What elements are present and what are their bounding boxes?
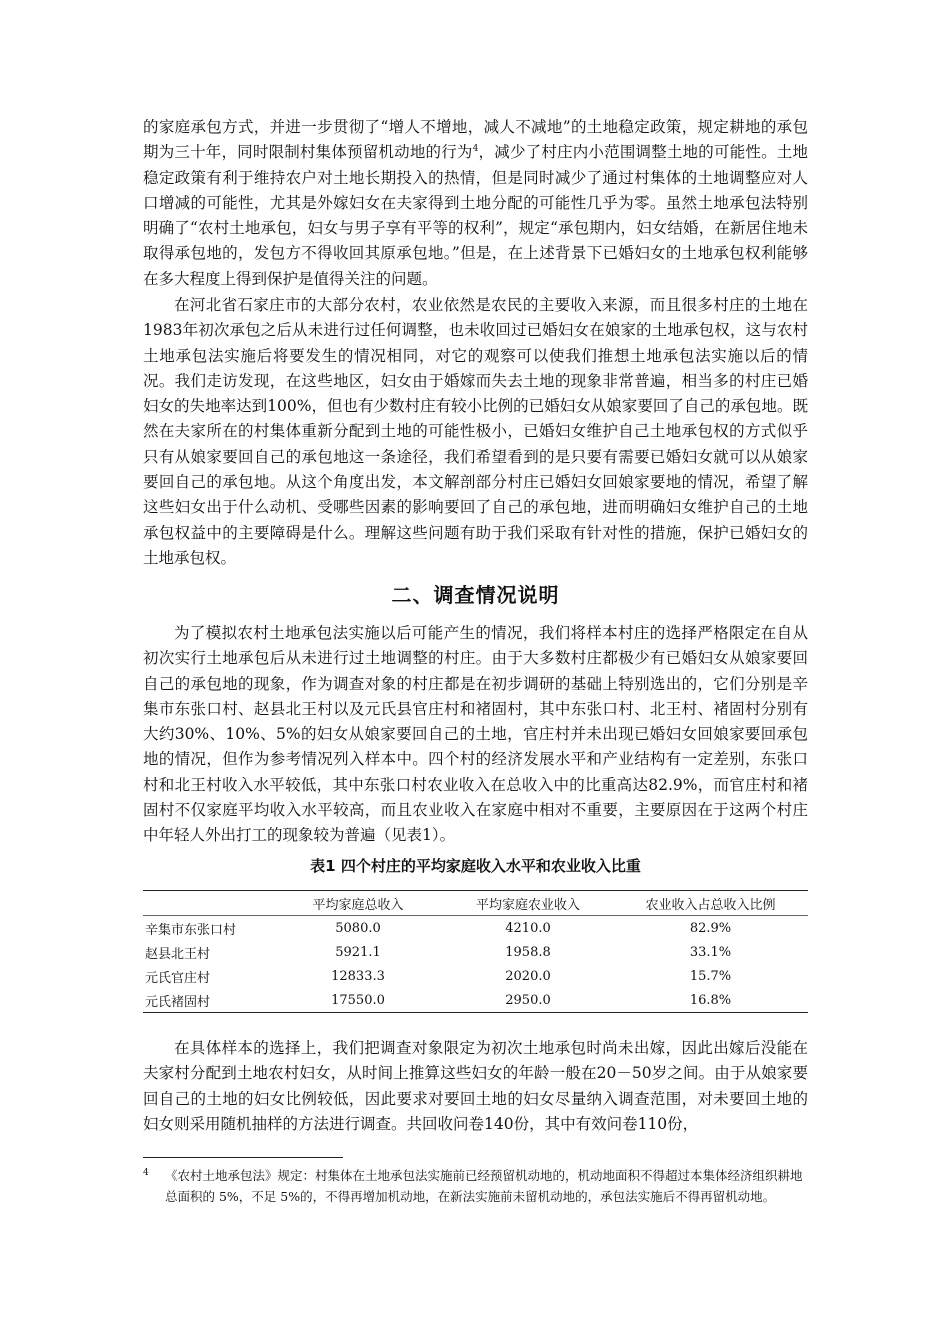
income-table bbox=[143, 890, 808, 1013]
table-cell-village: 元氏官庄村 bbox=[145, 970, 211, 986]
table-cell: 5080.0 bbox=[335, 920, 381, 936]
footnote-divider bbox=[143, 1157, 343, 1158]
table-cell: 2020.0 bbox=[505, 968, 551, 984]
paragraph-text: ，减少了村庄内小范围调整土地的可能性。土地稳定政策有利于维持农户对土地长期投入的热情，但是同时减少了通过村集体的土地调整应对人口增减的可能性，尤其是外嫁妇女在夫家得到土地分配的可能性几乎为零。虽然土地承包法特别明确了“农村土地承包，妇女与男子享有平等的权利”，规定“承包期内，妇女结婚，在新居住地未取得承包地的，发包方不得收回其原承包地。”但是，在上述背景下已婚妇女的土地承包权利能够在多大程度上得到保护是值得关注的问题。 bbox=[143, 143, 808, 288]
paragraph-land-policy bbox=[143, 115, 808, 292]
section-heading: 二、调查情况说明 bbox=[391, 583, 560, 607]
paragraph-survey-sample bbox=[143, 621, 808, 849]
table-cell-village: 赵县北王村 bbox=[145, 946, 211, 962]
table-cell: 1958.8 bbox=[505, 944, 551, 960]
paragraph-text: 的家庭承包方式，并进一步贯彻了“增人不增地，减人不减地”的土地稳定政策，规定耕地的承包期为三十年，同时限制村集体预留机动地的行为 bbox=[143, 118, 808, 162]
table-row bbox=[143, 940, 808, 964]
paragraph-sample-selection bbox=[143, 1036, 808, 1137]
paragraph-text: 在具体样本的选择上，我们把调查对象限定为初次土地承包时尚未出嫁，因此出嫁后没能在夫家村分配到土地农村妇女，从时间上推算这些妇女的年龄一般在20－50岁之间。由于从娘家要回自己的土地的妇女比例较低，因此要求对要回土地的妇女尽量纳入调查范围，对未要回土地的妇女则采用随机抽样的方法进行调查。共回收问卷140份，其中有效问卷110份， bbox=[143, 1039, 808, 1133]
table-caption: 表1 四个村庄的平均家庭收入水平和农业收入比重 bbox=[310, 857, 641, 875]
table-cell-village: 辛集市东张口村 bbox=[145, 922, 237, 938]
table-cell: 15.7% bbox=[689, 968, 732, 984]
table-cell: 16.8% bbox=[689, 992, 732, 1008]
table-cell: 5921.1 bbox=[335, 944, 381, 960]
table-cell: 12833.3 bbox=[331, 968, 385, 984]
table-header-row bbox=[143, 891, 808, 916]
table-cell-village: 元氏褚固村 bbox=[145, 994, 211, 1010]
paragraph-text: 为了模拟农村土地承包法实施以后可能产生的情况，我们将样本村庄的选择严格限定在自从初次实行土地承包后从未进行过土地调整的村庄。由于大多数村庄都极少有已婚妇女从娘家要回自己的承包地的现象，作为调查对象的村庄都是在初步调研的基础上特别选出的，它们分别是辛集市东张口村、赵县北王村以及元氏县官庄村和褚固村，其中东张口村、北王村、褚固村分别有大约30%、10%、5%的妇女从娘家要回自己的土地，官庄村并未出现已婚妇女回娘家要回承包地的情况，但作为参考情况列入样本中。四个村的经济发展水平和产业结构有一定差别，东张口村和北王村收入水平较低，其中东张口村农业收入在总收入中的比重高达82.9%，而官庄村和褚固村不仅家庭平均收入水平较高，而且农业收入在家庭中相对不重要，主要原因在于这两个村庄中年轻人外出打工的现象较为普遍（见表1）。 bbox=[143, 624, 808, 845]
table-cell: 17550.0 bbox=[331, 992, 385, 1008]
paragraph-hebei-villages bbox=[143, 293, 808, 571]
table-header-cell bbox=[143, 891, 273, 916]
table-header-cell: 平均家庭总收入 bbox=[312, 897, 404, 913]
footnote-mark: 4 bbox=[143, 1168, 149, 1178]
footnote bbox=[143, 1165, 808, 1207]
table-cell: 33.1% bbox=[689, 944, 732, 960]
table-cell: 4210.0 bbox=[505, 920, 551, 936]
table-row bbox=[143, 964, 808, 988]
table-cell: 2950.0 bbox=[505, 992, 551, 1008]
paragraph-text: 在河北省石家庄市的大部分农村，农业依然是农民的主要收入来源，而且很多村庄的土地在1983年初次承包之后从未进行过任何调整，也未收回过已婚妇女在娘家的土地承包权，这与农村土地承包法实施后将要发生的情况相同，对它的观察可以使我们推想土地承包法实施以后的情况。我们走访发现，在这些地区，妇女由于婚嫁而失去土地的现象非常普遍，相当多的村庄已婚妇女的失地率达到100%，但也有少数村庄有较小比例的已婚妇女从娘家要回了自己的承包地。既然在夫家所在的村集体重新分配到土地的可能性极小，已婚妇女维护自己土地承包权的方式似乎只有从娘家要回自己的承包地这一条途径，我们希望看到的是只要有需要已婚妇女就可以从娘家要回自己的承包地。从这个角度出发，本文解剖部分村庄已婚妇女回娘家要地的情况，希望了解这些妇女出于什么动机、受哪些因素的影响要回了自己的承包地，进而明确妇女维护自己的土地承包权益中的主要障碍是什么。理解这些问题有助于我们采取有针对性的措施，保护已婚妇女的土地承包权。 bbox=[143, 296, 808, 567]
footnote-reference[interactable]: 4 bbox=[472, 144, 479, 155]
footnote-text: 《农村土地承包法》规定：村集体在土地承包法实施前已经预留机动地的，机动地面积不得超过本集体经济组织耕地总面积的 5%，不足 5%的，不得再增加机动地，在新法实施前未留机动地的，承包法实施后不得再留机动地。 bbox=[165, 1168, 803, 1204]
table-row bbox=[143, 988, 808, 1013]
table-header-cell: 农业收入占总收入比例 bbox=[645, 897, 776, 913]
table-cell: 82.9% bbox=[689, 920, 732, 936]
table-header-cell: 平均家庭农业收入 bbox=[475, 897, 580, 913]
table-row bbox=[143, 916, 808, 941]
